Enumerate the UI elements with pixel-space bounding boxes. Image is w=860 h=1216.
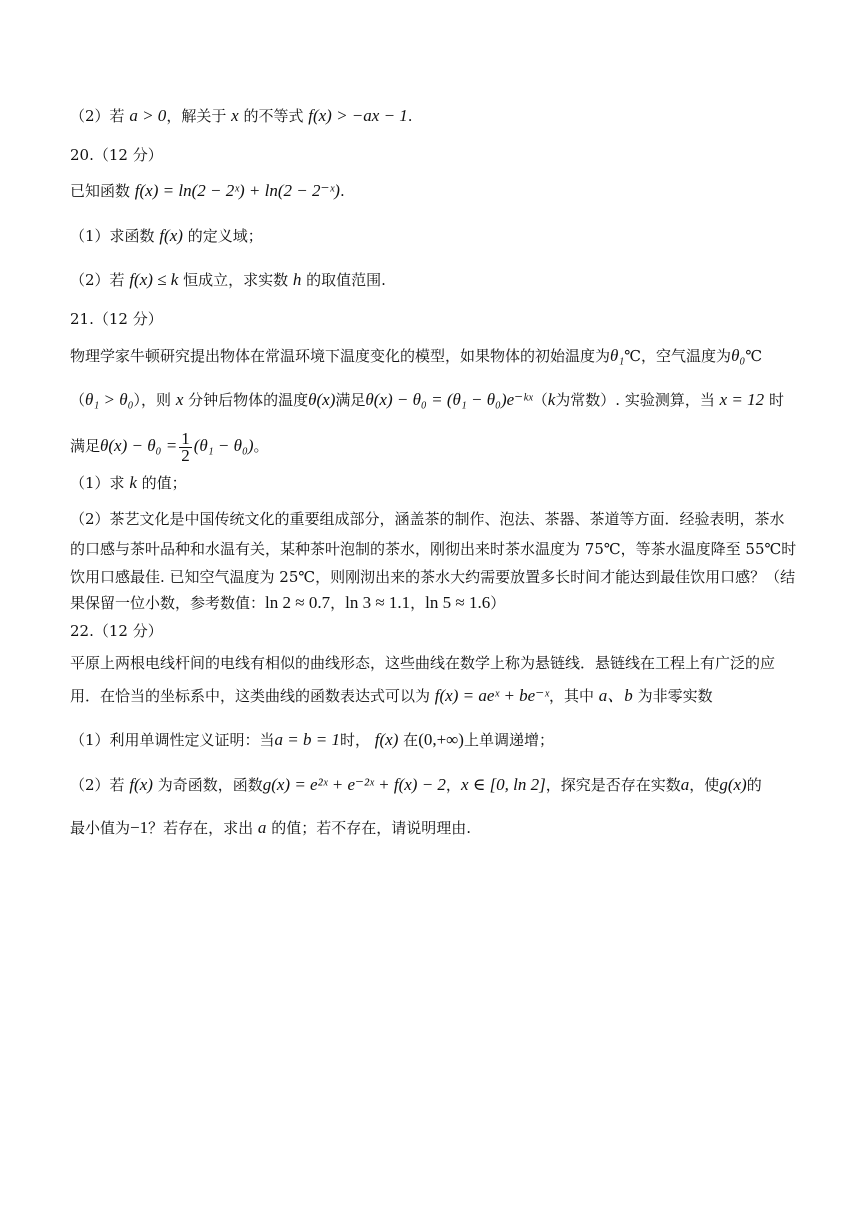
q22-part1: （1）利用单调性定义证明：当a = b = 1时， f(x) 在(0,+∞)上单调递增； xyxy=(70,730,554,749)
q20-statement: 已知函数 f(x) = ln(2 − 2ˣ) + ln(2 − 2⁻ˣ). xyxy=(70,181,345,200)
q21-statement-1: 物理学家牛顿研究提出物体在常温环境下温度变化的模型，如果物体的初始温度为θ₁℃，空气温度为θ₀℃ xyxy=(70,346,763,365)
q21-statement-2: （θ₁ > θ₀），则 x 分钟后物体的温度θ(x)满足θ(x) − θ₀ = (θ₁ − θ₀)e⁻ᵏˣ（k为常数）. 实验测算，当 x = 12 时 xyxy=(70,390,784,409)
g-formula: g(x) = e²ˣ + e⁻²ˣ + f(x) − 2 xyxy=(262,775,446,794)
q22-part2-line2: 最小值为−1？若存在，求出 a 的值；若不存在，请说明理由. xyxy=(70,818,471,837)
condition-a-positive: a > 0 xyxy=(129,106,167,125)
q21-part2-line3: 饮用口感最佳. 已知空气温度为 25℃，则刚沏出来的茶水大约需要放置多长时间才能达到最佳饮用口感？（结 xyxy=(70,568,796,586)
q19-part2: （2）若 a > 0，解关于 x 的不等式 f(x) > −ax − 1. xyxy=(70,106,413,125)
q22-part2-line1: （2）若 f(x) 为奇函数，函数g(x) = e²ˣ + e⁻²ˣ + f(x) − 2，x ∈ [0, ln 2]，探究是否存在实数a，使g(x)的 xyxy=(70,775,762,794)
catenary-formula: f(x) = aeˣ + be⁻ˣ xyxy=(434,686,549,705)
fraction-one-half: $\frac{1}{2}$ xyxy=(181,428,190,465)
q21-part2-line4: 果保留一位小数，参考数值：ln 2 ≈ 0.7，ln 3 ≈ 1.1，ln 5 ≈ 1.6） xyxy=(70,593,506,612)
q21-heading: 21.（12 分） xyxy=(70,310,163,328)
cooling-formula: θ(x) − θ₀ = (θ₁ − θ₀)e⁻ᵏˣ xyxy=(365,390,533,409)
q21-part1: （1）求 k 的值； xyxy=(70,473,187,492)
q22-statement-2: 用．在恰当的坐标系中，这类曲线的函数表达式可以为 f(x) = aeˣ + be⁻ˣ，其中 a、b 为非零实数 xyxy=(70,686,713,705)
q21-part2-line2: 的口感与茶叶品种和水温有关，某种茶叶泡制的茶水，刚彻出来时茶水温度为 75℃，等茶水温度降至 55℃时 xyxy=(70,540,797,558)
q20-part2: （2）若 f(x) ≤ k 恒成立，求实数 h 的取值范围. xyxy=(70,270,386,289)
q22-statement-1: 平原上两根电线杆间的电线有相似的曲线形态，这些曲线在数学上称为悬链线．悬链线在工程上有广泛的应 xyxy=(70,654,776,672)
q21-statement-3: 满足θ(x) − θ₀ = $\frac{1}{2}$ (θ₁ − θ₀)。 xyxy=(70,428,269,465)
function-formula: f(x) = ln(2 − 2ˣ) + ln(2 − 2⁻ˣ) xyxy=(134,181,340,200)
q20-heading: 20.（12 分） xyxy=(70,146,163,164)
q21-part2-line1: （2）茶艺文化是中国传统文化的重要组成部分，涵盖茶的制作、泡法、茶器、茶道等方面．经验表明，茶水 xyxy=(70,510,785,528)
inequality: f(x) > −ax − 1 xyxy=(308,106,408,125)
q22-heading: 22.（12 分） xyxy=(70,622,163,640)
q20-part1: （1）求函数 f(x) 的定义域； xyxy=(70,226,263,245)
